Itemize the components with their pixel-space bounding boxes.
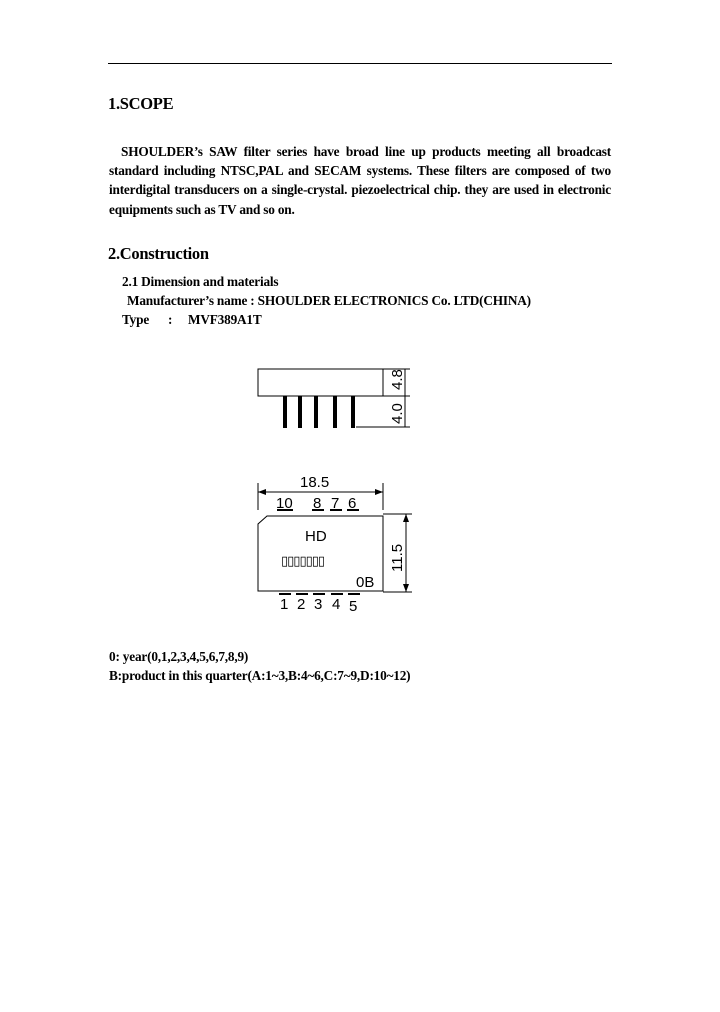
width-arrow-right (375, 489, 383, 495)
type-colon: : (168, 312, 173, 327)
height-arrow-bottom (403, 584, 409, 592)
dim-width-label: 18.5 (300, 474, 330, 491)
width-arrow-left (258, 489, 266, 495)
dim-body-label: 4.8 (389, 369, 406, 390)
type-label: Type (122, 312, 150, 327)
bottom-pin-label: 5 (349, 598, 358, 615)
date-code: 0B (356, 574, 375, 591)
type-value: MVF389A1T (188, 312, 262, 327)
side-lead (351, 396, 355, 428)
manufacturer-line: Manufacturer’s name : SHOULDER ELECTRONICS Co. LTD(CHINA) (127, 293, 531, 308)
scope-heading: 1.SCOPE (108, 94, 174, 113)
quarter-note: B:product in this quarter(A:1~3,B:4~6,C:7~9,D:10~12) (109, 668, 411, 683)
bottom-pin-mark (348, 593, 360, 595)
side-lead (298, 396, 302, 428)
scope-paragraph: SHOULDER’s SAW filter series have broad line up products meeting all broadcast standard including NTSC,PAL and SECAM systems. These filters are composed of two interdigital transducers on a single-crystal. piezoelectrical chip. they are used in electronic equipments such as TV and so on. (109, 144, 611, 217)
bottom-pin-mark (313, 593, 325, 595)
top-pin-label: 8 (313, 495, 322, 512)
bottom-pin-label: 4 (332, 596, 341, 613)
bottom-pin-mark (331, 593, 343, 595)
side-lead (314, 396, 318, 428)
marking-placeholder-boxes: ▯▯▯▯▯▯▯ (281, 553, 325, 568)
bottom-pin-mark (279, 593, 291, 595)
dimension-subheading: 2.1 Dimension and materials (122, 274, 279, 289)
side-lead (333, 396, 337, 428)
package-marking: HD (305, 528, 327, 545)
side-lead (283, 396, 287, 428)
top-pin-label: 6 (348, 495, 357, 512)
construction-heading: 2.Construction (108, 244, 209, 263)
bottom-pin-marks (279, 593, 360, 595)
top-pin-label: 10 (276, 495, 293, 512)
dim-height-label: 11.5 (389, 543, 406, 572)
dim-leads-label: 4.0 (389, 403, 406, 424)
bottom-pin-mark (296, 593, 308, 595)
bottom-pin-label: 2 (297, 596, 306, 613)
side-view-body (258, 369, 383, 396)
bottom-pin-label: 3 (314, 596, 323, 613)
side-view-leads (283, 396, 355, 428)
bottom-pin-label: 1 (280, 596, 289, 613)
top-pin-label: 7 (331, 495, 340, 512)
year-note: 0: year(0,1,2,3,4,5,6,7,8,9) (109, 649, 249, 664)
height-arrow-top (403, 514, 409, 522)
